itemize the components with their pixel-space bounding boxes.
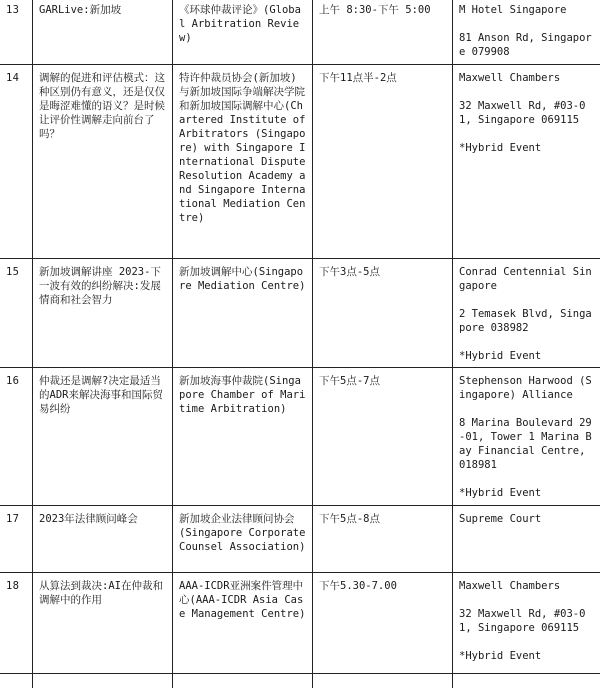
event-time: 上午 8:30-下午 5:00	[313, 0, 453, 65]
table-row	[0, 573, 600, 674]
empty-cell	[453, 674, 600, 688]
event-time: 下午5点-7点	[313, 368, 453, 506]
venue-name: M Hotel Singapore	[459, 4, 567, 16]
event-time: 下午5点-8点	[313, 506, 453, 573]
row-number: 15	[0, 259, 33, 368]
hybrid-event-label: *Hybrid Event	[459, 650, 542, 662]
event-topic: 从算法到裁决:AI在仲裁和调解中的作用	[33, 573, 173, 674]
event-organizer: 新加坡海事仲裁院(Singapore Chamber of Maritime Arbitration)	[173, 368, 313, 506]
row-number: 17	[0, 506, 33, 573]
table-row	[0, 674, 600, 688]
table-row	[0, 368, 600, 506]
event-time: 下午11点半-2点	[313, 65, 453, 259]
table-row	[0, 65, 600, 259]
event-topic: 新加坡调解讲座 2023-下一波有效的纠纷解决:发展情商和社会智力	[33, 259, 173, 368]
event-venue-cell	[453, 506, 600, 573]
empty-cell	[313, 674, 453, 688]
event-organizer: 特许仲裁员协会(新加坡)与新加坡国际争端解决学院和新加坡国际调解中心(Chartered Institute of Arbitrators (Singapore) with Singapore International Dispute Resolution Academy and Singapore International Mediation Centre)	[173, 65, 313, 259]
event-organizer: 新加坡调解中心(Singapore Mediation Centre)	[173, 259, 313, 368]
empty-cell	[173, 674, 313, 688]
event-venue-cell	[453, 573, 600, 674]
event-venue-cell	[453, 259, 600, 368]
table-row	[0, 259, 600, 368]
event-venue-cell	[453, 368, 600, 506]
event-organizer: 《环球仲裁评论》(Global Arbitration Review)	[173, 0, 313, 65]
empty-cell	[33, 674, 173, 688]
row-number: 13	[0, 0, 33, 65]
venue-address: 81 Anson Rd, Singapore 079908	[459, 32, 592, 58]
venue-name: Supreme Court	[459, 513, 542, 525]
venue-address: 8 Marina Boulevard 29-01, Tower 1 Marina Bay Financial Centre, 018981	[459, 417, 592, 471]
event-topic: 2023年法律顾问峰会	[33, 506, 173, 573]
venue-name: Maxwell Chambers	[459, 72, 561, 84]
row-number: 14	[0, 65, 33, 259]
venue-name: Stephenson Harwood (Singapore) Alliance	[459, 375, 592, 401]
event-venue-cell	[453, 65, 600, 259]
event-organizer: 新加坡企业法律顾问协会(Singapore Corporate Counsel Association)	[173, 506, 313, 573]
hybrid-event-label: *Hybrid Event	[459, 487, 542, 499]
event-organizer: AAA-ICDR亚洲案件管理中心(AAA-ICDR Asia Case Management Centre)	[173, 573, 313, 674]
venue-address: 2 Temasek Blvd, Singapore 038982	[459, 308, 592, 334]
hybrid-event-label: *Hybrid Event	[459, 350, 542, 362]
table-row	[0, 506, 600, 573]
event-time: 下午3点-5点	[313, 259, 453, 368]
event-venue-cell	[453, 0, 600, 65]
venue-name: Conrad Centennial Singapore	[459, 266, 592, 292]
venue-address: 32 Maxwell Rd, #03-01, Singapore 069115	[459, 100, 586, 126]
event-topic: 仲裁还是调解?决定最适当的ADR来解决海事和国际贸易纠纷	[33, 368, 173, 506]
row-number: 18	[0, 573, 33, 674]
venue-address: 32 Maxwell Rd, #03-01, Singapore 069115	[459, 608, 586, 634]
empty-cell	[0, 674, 33, 688]
event-topic: GARLive:新加坡	[33, 0, 173, 65]
hybrid-event-label: *Hybrid Event	[459, 142, 542, 154]
event-time: 下午5.30-7.00	[313, 573, 453, 674]
row-number: 16	[0, 368, 33, 506]
venue-name: Maxwell Chambers	[459, 580, 561, 592]
event-topic: 调解的促进和评估模式：这种区别仍有意义，还是仅仅是晦涩难懂的语义？是时候让评价性调解走向前台了吗？	[33, 65, 173, 259]
table-row	[0, 0, 600, 65]
